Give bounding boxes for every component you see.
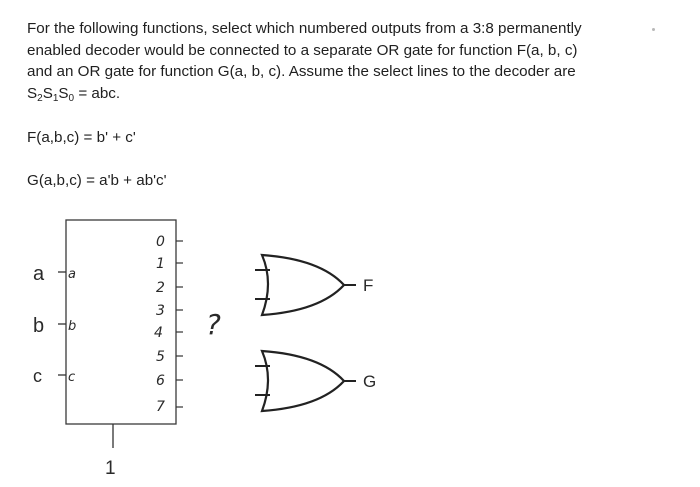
gate-f-label: F [363,276,374,295]
question-mark: ? [206,308,221,341]
input-label-a: a [33,263,45,285]
function-g: G(a,b,c) = a'b + ab'c' [27,172,167,189]
internal-label-b: b [68,319,77,334]
enable-value: 1 [105,458,116,479]
decoder-box [66,220,176,424]
or-gate-f [255,255,356,315]
function-f: F(a,b,c) = b' + c' [27,129,136,146]
output-label-3: 3 [156,303,165,319]
output-label-1: 1 [156,256,165,272]
output-label-4: 4 [154,325,163,341]
internal-label-c: c [68,370,76,385]
output-label-7: 7 [156,399,165,415]
input-label-b: b [33,315,45,337]
question-line-3: and an OR gate for function G(a, b, c). Assume the select lines to the decoder are [27,63,576,80]
output-label-0: 0 [156,234,165,250]
gate-g-label: G [363,372,377,391]
output-label-6: 6 [156,373,165,389]
or-gate-g [255,351,356,411]
input-label-c: c [33,366,42,386]
internal-label-a: a [68,267,76,282]
select-lines-expression: $S_2S_1S_0$ = abc. [27,84,121,104]
output-label-5: 5 [156,349,165,365]
question-line-2: enabled decoder would be connected to a separate OR gate for function F(a, b, c) [27,41,578,59]
output-label-2: 2 [156,280,165,296]
question-line-1: For the following functions, select which numbered outputs from a 3:8 permanently [27,20,582,37]
